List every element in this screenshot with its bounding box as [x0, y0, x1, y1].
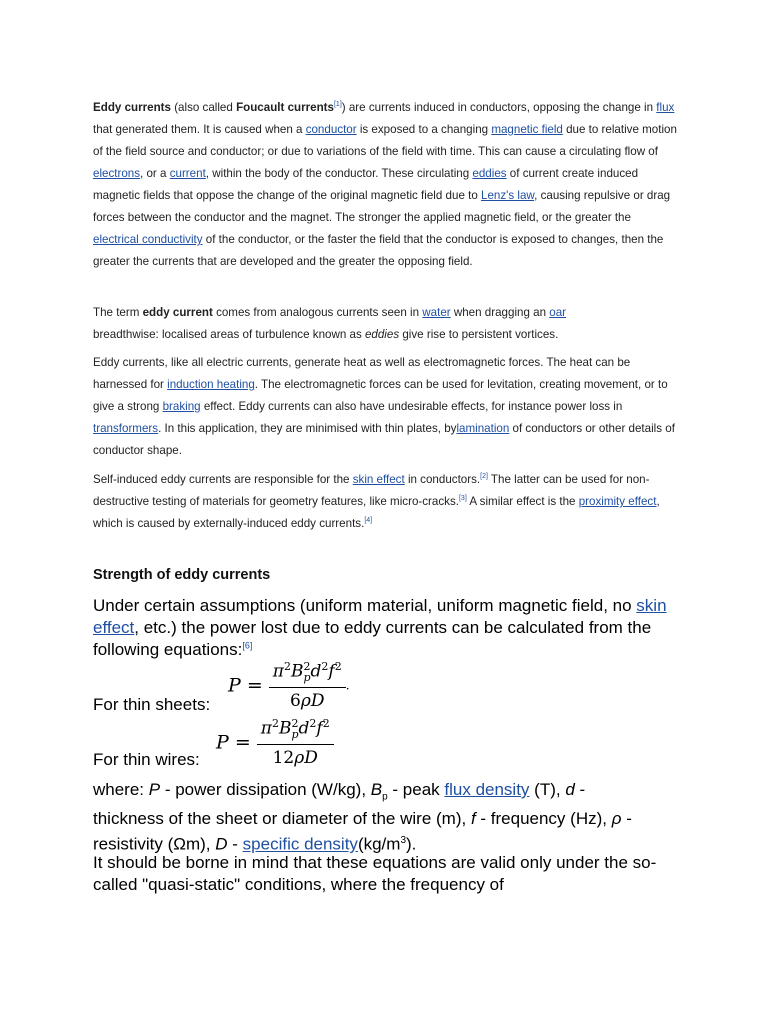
- b-symbol: B: [278, 718, 292, 739]
- rho-symbol: ρ: [300, 691, 311, 712]
- paragraph-where: [93, 779, 653, 856]
- text: ).: [406, 835, 417, 855]
- text: when dragging an: [450, 306, 550, 319]
- text: , which is caused by externally-induced eddy currents.: [93, 495, 660, 530]
- text: -: [227, 835, 243, 855]
- subscript-p: p: [291, 728, 299, 742]
- term-eddies: eddies: [364, 328, 400, 341]
- text: - resistivity (Ωm),: [93, 809, 632, 855]
- link-eddies[interactable]: eddies: [472, 167, 507, 180]
- text: of conductors or other details of conductor shape.: [93, 422, 675, 457]
- text: ) are currents induced in conductors, opposing the change in: [341, 101, 657, 114]
- text: , within the body of the conductor. These circulating: [205, 167, 473, 180]
- text: - thickness of the sheet or diameter of the wire (m),: [93, 780, 586, 829]
- label-thin-sheets: For thin sheets:: [93, 695, 211, 714]
- text: of the conductor, or the faster the field that the conductor is exposed to changes, then the greater the currents that are developed and the greater the opposing field.: [93, 233, 664, 268]
- text: , etc.) the power lost due to eddy currents can be calculated from the following equations:: [93, 618, 652, 659]
- formula-equals: =: [240, 674, 269, 697]
- term-foucault-currents: Foucault currents: [236, 101, 334, 114]
- reference-3[interactable]: [3]: [458, 495, 467, 503]
- exponent: 2: [291, 717, 299, 730]
- paragraph-quasi-static: [93, 852, 683, 896]
- formula-lhs: P: [216, 731, 229, 754]
- link-lamination[interactable]: lamination: [456, 422, 510, 435]
- text: breadthwise: localised areas of turbulence known as: [93, 328, 365, 341]
- text: of current create induced magnetic fields that oppose the change of the original magnetic field due to: [93, 167, 639, 202]
- section-heading: Strength of eddy currents: [93, 567, 271, 583]
- var-rho: ρ: [611, 809, 622, 829]
- link-current[interactable]: current: [169, 167, 206, 180]
- reference-1[interactable]: [1]: [333, 101, 342, 109]
- text: - frequency (Hz),: [475, 809, 612, 829]
- text: where:: [93, 780, 149, 799]
- formula-dot: .: [345, 678, 350, 693]
- D-symbol: D: [304, 748, 318, 769]
- var-D: D: [215, 835, 228, 855]
- text: Self-induced eddy currents are responsible for the: [93, 473, 353, 486]
- fraction: [269, 660, 346, 711]
- twelve: 12: [272, 748, 295, 769]
- term-eddy-current: eddy current: [142, 306, 213, 319]
- subscript-p: p: [303, 671, 311, 685]
- b-symbol: B: [290, 661, 304, 682]
- text: (T),: [529, 780, 566, 799]
- exponent: 2: [321, 660, 329, 673]
- text: give rise to persistent vortices.: [399, 328, 559, 341]
- text: - power dissipation (W/kg),: [160, 780, 371, 799]
- superscript-3: 3: [400, 835, 406, 847]
- text: in conductors.: [404, 473, 481, 486]
- d-symbol: d: [310, 661, 322, 682]
- exponent: 2: [283, 660, 291, 673]
- text: effect. Eddy currents can also have undesirable effects, for instance power loss in: [200, 400, 623, 413]
- var-f: f: [470, 809, 476, 829]
- numerator: [269, 660, 346, 688]
- var-P: P: [148, 780, 161, 799]
- reference-2[interactable]: [2]: [480, 473, 488, 481]
- d-symbol: d: [298, 718, 310, 739]
- text: It should be borne in mind that these equations are valid only under the so-called "quasi-static" conditions, where the frequency of: [93, 853, 657, 894]
- reference-6[interactable]: [6]: [242, 640, 253, 651]
- text: is exposed to a changing: [356, 123, 492, 136]
- pi-symbol: π: [272, 661, 284, 682]
- rho-symbol: ρ: [294, 748, 305, 769]
- f-symbol: f: [328, 661, 335, 682]
- var-B: B: [370, 780, 383, 799]
- text: due to relative motion of the field source and conductor; or due to variations of the field with time. This can cause a circulating flow of: [93, 123, 677, 158]
- paragraph-assumptions: [93, 595, 693, 661]
- pi-symbol: π: [260, 718, 272, 739]
- formula-equals: =: [228, 731, 257, 754]
- fraction: [257, 717, 334, 768]
- text: (kg/m: [357, 835, 401, 855]
- text: , causing repulsive or drag forces between the conductor and the magnet. The stronger the applied magnetic field, or the greater the: [93, 189, 671, 224]
- link-flux-density[interactable]: flux density: [444, 780, 530, 799]
- text: - peak: [387, 780, 445, 799]
- formula-thin-wires: [216, 717, 334, 768]
- paragraph-intro: [93, 97, 677, 273]
- link-skin-effect-2[interactable]: skin effect: [93, 596, 667, 637]
- link-lenz-law[interactable]: Lenz's law: [481, 189, 535, 202]
- denominator: [257, 745, 334, 768]
- link-induction-heating[interactable]: induction heating: [167, 378, 255, 391]
- formula-lhs: P: [228, 674, 241, 697]
- link-skin-effect[interactable]: skin effect: [352, 473, 405, 486]
- text: Under certain assumptions (uniform material, uniform magnetic field, no: [93, 596, 637, 615]
- exponent: 2: [271, 717, 279, 730]
- link-electrons[interactable]: electrons: [93, 167, 141, 180]
- link-magnetic-field[interactable]: magnetic field: [491, 123, 563, 136]
- link-proximity-effect[interactable]: proximity effect: [578, 495, 657, 508]
- var-B-subscript: p: [382, 791, 388, 803]
- link-water[interactable]: water: [422, 306, 451, 319]
- link-flux[interactable]: flux: [656, 101, 675, 114]
- label-thin-wires: For thin wires:: [93, 750, 200, 769]
- denominator: [269, 688, 346, 711]
- numerator: [257, 717, 334, 745]
- six: 6: [290, 691, 301, 712]
- link-electrical-conductivity[interactable]: electrical conductivity: [93, 233, 203, 246]
- text: (also called: [170, 101, 237, 114]
- text: Eddy currents, like all electric currents, generate heat as well as electromagnetic forces. The heat can be harnessed for: [93, 356, 631, 391]
- D-symbol: D: [310, 691, 325, 712]
- text: The latter can be used for non-destructive testing of materials for geometry features, like micro-cracks.: [93, 473, 650, 508]
- text: . The electromagnetic forces can be used for levitation, creating movement, or to give a strong: [93, 378, 668, 413]
- exponent: 2: [322, 717, 330, 730]
- exponent: 2: [303, 660, 311, 673]
- formula-thin-sheets: [228, 660, 350, 711]
- text: , or a: [140, 167, 170, 180]
- paragraph-term-origin: [93, 302, 593, 346]
- link-oar[interactable]: oar: [549, 306, 567, 319]
- exponent: 2: [334, 660, 342, 673]
- link-braking[interactable]: braking: [162, 400, 201, 413]
- paragraph-effects: [93, 352, 677, 462]
- exponent: 2: [309, 717, 317, 730]
- text: The term: [93, 306, 143, 319]
- term-eddy-currents: Eddy currents: [93, 101, 171, 114]
- text: . In this application, they are minimised with thin plates, by: [158, 422, 457, 435]
- text: comes from analogous currents seen in: [212, 306, 423, 319]
- f-symbol: f: [316, 718, 323, 739]
- text: A similar effect is the: [466, 495, 579, 508]
- link-conductor[interactable]: conductor: [305, 123, 357, 136]
- link-transformers[interactable]: transformers: [93, 422, 159, 435]
- text: that generated them. It is caused when a: [93, 123, 306, 136]
- link-specific-density[interactable]: specific density: [242, 835, 358, 855]
- paragraph-skin-effect: [93, 469, 677, 535]
- var-d: d: [565, 780, 575, 799]
- reference-4[interactable]: [4]: [364, 517, 373, 525]
